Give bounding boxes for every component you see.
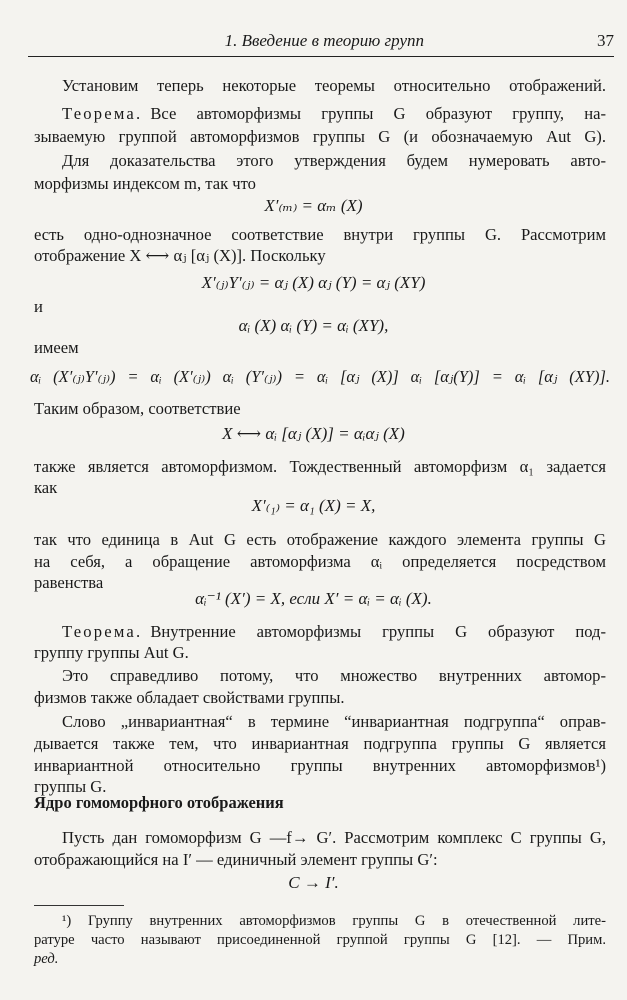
text-line: физмов также обладает свойствами группы. (34, 688, 345, 707)
text-line: и (34, 297, 43, 316)
text-line: инвариантной относительно группы внутренних автоморфизмов¹) (34, 756, 606, 775)
text-line: имеем (34, 338, 79, 357)
text-line: зываемую группой автоморфизмов группы G (и обозначаемую Aut G). (34, 127, 606, 146)
text-line: отображение X ⟷ αⱼ [αⱼ (X)]. Поскольку (34, 246, 326, 265)
text-line: также является автоморфизмом. Тождественный автоморфизм α₁ задается (34, 457, 606, 476)
text-line: отображающийся на I′ — единичный элемент группы G′: (34, 850, 438, 869)
footnote-line: ред. (34, 951, 59, 967)
text-line: Таким образом, соответствие (34, 399, 241, 418)
text-line: Все автоморфизмы группы G образуют группу, на- (150, 104, 606, 123)
equation: αᵢ (X′₍ⱼ₎Y′₍ⱼ₎) = αᵢ (X′₍ⱼ₎) αᵢ (Y′₍ⱼ₎) = αᵢ [αⱼ (X)] αᵢ [αⱼ(Y)] = αᵢ [αⱼ (XY)]. (30, 367, 610, 386)
footnote-rule (34, 905, 124, 906)
text-line: как (34, 478, 58, 497)
footnote-line: ¹) Группу внутренних автоморфизмов группы G в отечественной лите- (62, 913, 606, 929)
text-line: группу группы Aut G. (34, 643, 189, 662)
theorem-line (62, 104, 606, 124)
text-line: морфизмы индексом m, так что (34, 174, 256, 193)
text-line: группы G. (34, 777, 107, 796)
text-line: так что единица в Aut G есть отображение каждого элемента группы G (34, 530, 606, 549)
section-title: Ядро гомоморфного отображения (34, 793, 284, 812)
text-line: дывается также тем, что инвариантная подгруппа группы G является (34, 734, 606, 753)
text-line: Пусть дан гомоморфизм G —f→ G′. Рассмотрим комплекс C группы G, (62, 828, 606, 847)
running-head: 1. Введение в теорию групп (224, 31, 424, 50)
equation: X′₍ⱼ₎Y′₍ⱼ₎ = αⱼ (X) αⱼ (Y) = αⱼ (XY) (201, 273, 426, 292)
text-line: на себя, а обращение автоморфизма αᵢ определяется посредством (34, 552, 606, 571)
theorem-label: Теорема. (62, 622, 143, 641)
page-header (28, 30, 614, 57)
footnote-line: ратуре часто называют присоединенной группой группы G [12]. — Прим. (34, 932, 606, 948)
equation: αᵢ⁻¹ (X′) = X, если X′ = αᵢ = αᵢ (X). (195, 589, 432, 608)
equation: X ⟷ αᵢ [αⱼ (X)] = αᵢαⱼ (X) (222, 424, 405, 443)
page-number: 37 (597, 31, 614, 50)
text-line: есть одно-однозначное соответствие внутри группы G. Рассмотрим (34, 225, 606, 244)
equation: C → I′. (288, 873, 339, 892)
equation: αᵢ (X) αᵢ (Y) = αᵢ (XY), (238, 316, 389, 335)
equation: X′₍ₘ₎ = αₘ (X) (264, 196, 363, 215)
theorem-line (62, 622, 606, 642)
text-line: Установим теперь некоторые теоремы относительно отображений. (62, 76, 606, 95)
equation: X′₍₁₎ = α₁ (X) = X, (251, 496, 376, 515)
text-line: Слово „инвариантная“ в термине “инвариантная подгруппа“ оправ- (62, 712, 606, 731)
text-line: Для доказательства этого утверждения будем нумеровать авто- (62, 151, 606, 170)
text-line: Это справедливо потому, что множество внутренних автомор- (62, 666, 606, 685)
text-line: равенства (34, 573, 104, 592)
theorem-label: Теорема. (62, 104, 143, 123)
text-line: Внутренние автоморфизмы группы G образуют под- (150, 622, 606, 641)
